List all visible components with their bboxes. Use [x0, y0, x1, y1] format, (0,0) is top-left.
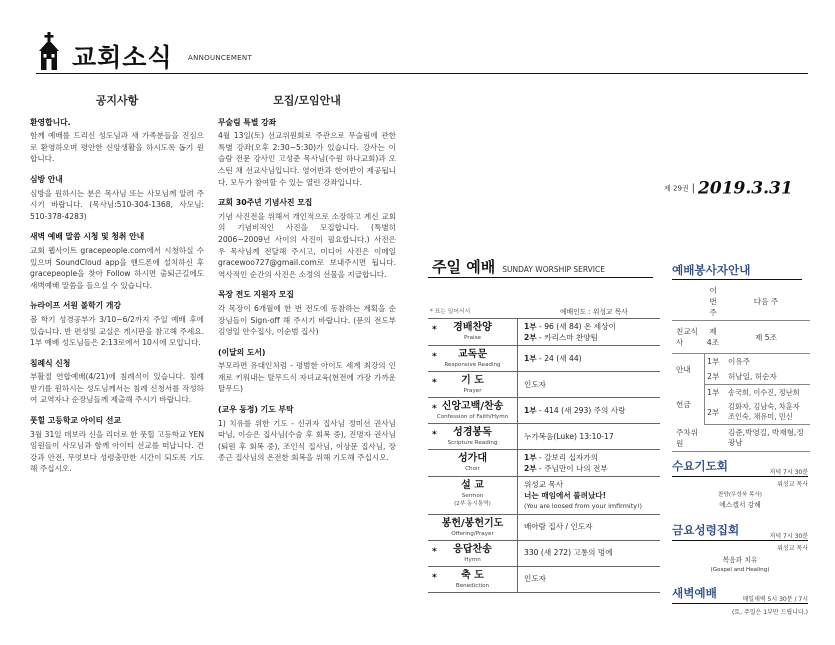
- meeting-heading: 무술림 특별 강좌: [218, 117, 277, 127]
- worship-detail-line: [524, 491, 660, 502]
- worship-item-en: Hymn: [464, 556, 481, 563]
- usher-names-2: 허남일, 허순자: [722, 369, 810, 385]
- worship-detail-line: [524, 333, 660, 344]
- meeting-heading: (교우 동정) 기도 부탁: [218, 405, 294, 415]
- worship-row: [428, 318, 660, 345]
- meeting-body: 1) 치유를 위한 기도 - 신귀자 집사님 정미선 권사님 따님, 이승은 집사님(수술 후 회복 중), 진명자 권사님(퇴원 후 회복 중), 조인식 집사님, 이상문 집사님, 장종근 집사님의 온전한 회복을 위해 기도해 주십시오.: [218, 418, 396, 463]
- announcement-heading: 심방 안내: [30, 174, 63, 184]
- standing-marker: *: [432, 325, 437, 335]
- date-value: 2019.3.31: [698, 178, 793, 199]
- wednesday-title: 수요기도회: [672, 459, 728, 473]
- worship-detail-line: [524, 432, 660, 443]
- worship-item-detail: [518, 372, 660, 397]
- worship-item-name: 경배찬양: [453, 322, 492, 333]
- worship-officiant: 예배인도 : 위성교 목사: [560, 308, 628, 316]
- worship-item-en: Benediction: [455, 582, 490, 589]
- worship-item: [428, 541, 518, 566]
- worship-row: [428, 514, 660, 540]
- worship-item-extra: (2부 동시통역): [454, 501, 491, 507]
- announcements-title: 공지사항: [95, 94, 139, 107]
- worship-item-en: Offering/Prayer: [451, 530, 494, 537]
- worship-item-detail: [518, 515, 660, 540]
- wednesday-content-2: 에스겔서 강해: [719, 501, 761, 509]
- meeting-heading: 교회 30주년 기념사진 모집: [218, 198, 313, 208]
- announcement-body: 볼 학기 성경공부가 3/10~6/2까지 주일 예배 후에 있습니다. 반 편성및 교실은 게시판을 참고해 주세요. 1부 예배 성도님들은 2:13로에서 10시에 모입니다.: [30, 314, 204, 348]
- bulletin-header: [36, 32, 796, 72]
- offering-part-1: 1부: [704, 385, 722, 401]
- worship-detail-text: - 414 (새 293) 주의 사랑: [536, 405, 626, 415]
- usher-names-1: 이유주: [728, 357, 751, 366]
- announcement-item: [30, 415, 204, 475]
- worship-item: [428, 567, 518, 592]
- offering-names-2: 김화자, 김남숙, 차훈자 조인숙, 채유미, 민신: [722, 400, 810, 425]
- standing-marker: *: [432, 378, 437, 388]
- worship-detail-text: - 24 (새 44): [536, 353, 582, 363]
- friday-content: [672, 555, 808, 575]
- meeting-body: 각 목장이 6개월에 한 번 전도에 동참하는 계획을 순장님들이 Sign-off 해 주시기 바랍니다. (문의 전도부 김영일 안수집사, 이순범 집사): [218, 303, 396, 337]
- worship-item-name: 설 교: [461, 480, 484, 491]
- offering-label: 헌금: [676, 400, 691, 409]
- wednesday-time: 저녁 7시 30분: [769, 469, 808, 476]
- worship-row: [428, 476, 660, 514]
- wednesday-speaker: 위성교 목사: [777, 481, 808, 488]
- worship-item-detail: [518, 346, 660, 371]
- announcement-heading: 환영합니다.: [30, 117, 71, 127]
- dawn-title: 새벽예배: [672, 586, 717, 600]
- announcement-item: [30, 300, 204, 348]
- volume-number: 제 29권: [664, 184, 689, 193]
- worship-detail-line: [524, 522, 660, 533]
- worship-item: [428, 398, 518, 423]
- friday-content-1: 복음과 치유: [722, 556, 758, 564]
- worship-item-detail: [518, 398, 660, 423]
- date-separator: |: [691, 183, 696, 194]
- worship-item-en: Scripture Reading: [447, 440, 498, 446]
- meeting-heading: (이달의 도서): [218, 347, 266, 357]
- worship-title-en: SUNDAY WORSHIP SERVICE: [502, 265, 605, 274]
- worship-item-name: 성가대: [458, 453, 487, 464]
- worship-item-detail: [518, 541, 660, 566]
- worship-item: [428, 450, 518, 476]
- meetings-column: [218, 95, 396, 473]
- usher-label: 안내: [676, 364, 691, 374]
- worship-header: [432, 256, 605, 277]
- friday-speaker: 위성교 목사: [777, 545, 808, 552]
- announcement-body: 함께 예배를 드리신 성도님과 새 가족분들을 진심으로 환영하오며 평안한 신앙생활을 하시도록 돕기 원합니다.: [30, 131, 204, 164]
- worship-item-detail: [518, 477, 660, 514]
- meeting-item: [218, 404, 396, 464]
- worship-detail-text: 330 (새 272) 고통의 멍에: [524, 548, 613, 558]
- worship-item-en: Sermon: [461, 493, 484, 499]
- worship-item: [428, 372, 518, 397]
- announcement-body: 교회 웹사이트 gracepeople.com에서 시청하실 수 있으며 SoundCloud app을 핸드폰에 설치하신 후 gracepeople을 찾아 Follow 하시면 출퇴근길에도 새벽예배 말씀을 들으실 수 있습니다.: [30, 245, 204, 290]
- col-this-week: 이번 주: [704, 283, 722, 321]
- standing-note: * 표는 일어서서: [430, 309, 471, 315]
- parking-row: [672, 425, 810, 452]
- worship-detail-line: [524, 480, 660, 491]
- worship-detail-line: [524, 464, 660, 475]
- servants-divider: [672, 279, 802, 280]
- worship-item-name: 축 도: [461, 569, 484, 581]
- worship-detail-text: 위성교 목사: [524, 480, 564, 489]
- worship-detail-line: [524, 574, 660, 585]
- greeting-label: 친교식사: [672, 321, 704, 354]
- usher-row-1: [672, 354, 810, 370]
- worship-detail-text: - 주님만이 나의 전부: [536, 463, 608, 473]
- worship-detail-text: 누가복음(Luke) 13:10-17: [524, 431, 614, 441]
- servants-table: [672, 283, 810, 452]
- standing-marker: *: [432, 352, 437, 362]
- page-subtitle: ANNOUNCEMENT: [188, 54, 253, 62]
- worship-order-table: [428, 318, 660, 593]
- worship-detail-text: 배아람 집사 / 인도자: [524, 522, 593, 532]
- worship-detail-line: [524, 354, 660, 365]
- worship-item-detail: [518, 450, 660, 476]
- worship-detail-line: [524, 380, 660, 391]
- church-icon: [36, 32, 62, 70]
- worship-item: [428, 346, 518, 371]
- worship-item-en: Choir: [465, 466, 480, 472]
- worship-item: [428, 319, 518, 345]
- worship-row: [428, 397, 660, 423]
- meeting-item: [218, 347, 396, 395]
- worship-item-en: Responsive Reading: [444, 362, 501, 368]
- offering-names-1: 송국희, 이수진, 정난희: [728, 387, 800, 397]
- worship-divider: [428, 277, 653, 278]
- worship-detail-bold: 2부: [524, 463, 537, 473]
- worship-detail-bold: 1부: [524, 322, 537, 331]
- meeting-item: [218, 117, 396, 189]
- usher-part-1: 1부: [704, 354, 722, 370]
- dawn-note: (토, 주일은 1부만 드립니다.): [732, 609, 808, 616]
- worship-detail-bold: 1부: [524, 453, 537, 462]
- worship-detail-line: [524, 406, 660, 417]
- bulletin-date: [664, 178, 793, 199]
- standing-marker: *: [432, 546, 437, 557]
- worship-detail-line: [524, 548, 660, 559]
- wednesday-content-1: 찬양(우성욱 목사): [718, 492, 762, 498]
- wednesday-content: [672, 490, 808, 510]
- worship-item-en: Praise: [464, 335, 481, 341]
- worship-detail-bold: 너는 매임에서 풀려났다!: [524, 490, 607, 500]
- worship-row: [428, 371, 660, 397]
- offering-row-1: [672, 385, 810, 401]
- announcement-item: [30, 231, 204, 291]
- announcement-body: 부활절 연합예배(4/21)에 침례식이 있습니다. 침례 받기를 원하시는 성도님께서는 침례 신청서를 작성하여 교역자나 순장님들께 제출해 주시기 바랍니다.: [30, 372, 204, 405]
- worship-item: [428, 515, 518, 540]
- wednesday-divider: [672, 476, 808, 477]
- page-title: 교회소식: [72, 43, 173, 72]
- announcement-item: [30, 358, 204, 406]
- servants-header-row: [672, 283, 810, 321]
- worship-detail-bold: 1부: [524, 353, 537, 363]
- col-next-week: 다음 주: [722, 283, 810, 321]
- worship-item: [428, 424, 518, 449]
- worship-item-name: 응답찬송: [453, 543, 492, 555]
- usher-part-2: 2부: [704, 369, 722, 385]
- worship-detail-bold: 1부: [524, 405, 537, 415]
- meeting-body: 기념 사진전을 위해서 개인적으로 소장하고 계신 교회의 기념비적인 사진을 모집합니다. (특별히 2006~2009년 사이의 사진이 필요합니다.) 사진은 우 목사님께 전달해 주시고, 미디어 사진은 이메일 gracewoo727@gmail.com로 보내주시면 됩니다. 역사적인 순간의 사진은 소정의 선물을 지급합니다.: [218, 211, 396, 279]
- worship-detail-sub: (You are loosed from your imfirmity!): [524, 502, 643, 510]
- worship-item-name: 교독문: [458, 349, 487, 360]
- announcement-body: 3월 31일 데보라 신을 리더로 한 풋힐 고등학교 YEN 임원들이 사모님과 함께 아이티 선교를 떠납니다. 건강과 안전, 무엇보다 성령충만한 시간이 되도록 기도해 주십시오.: [30, 429, 204, 474]
- announcement-heading: 풋힐 고등학교 아이티 선교: [30, 416, 121, 426]
- announcement-heading: 침례식 신청: [30, 358, 71, 368]
- worship-item-detail: [518, 424, 660, 449]
- worship-row: [428, 423, 660, 449]
- friday-divider: [672, 540, 808, 541]
- announcement-heading: 새벽 예배 말씀 시청 및 청취 안내: [30, 232, 145, 242]
- worship-row: [428, 566, 660, 593]
- worship-detail-text: - 카리스마 찬양팀: [536, 332, 598, 342]
- greeting-row: [672, 321, 810, 354]
- meeting-body: 4월 13일(토) 선교위원회로 주관으로 무슬림에 관한 특별 강좌(오후 2:30~5:30)가 있습니다. 강사는 이슬람 전문 강사인 고성준 목사님(수원 하나교회)과 오스틴 채 선교사님입니다. 영어반과 한어반이 제공됩니다. 모두가 참여할 수 있는 열린 강좌입니다.: [218, 131, 396, 187]
- worship-item-en: Prayer: [463, 388, 482, 394]
- worship-row: [428, 449, 660, 476]
- standing-marker: *: [432, 404, 437, 414]
- meeting-item: [218, 289, 396, 337]
- standing-marker: *: [432, 430, 437, 440]
- worship-title: 주일 예배: [432, 258, 496, 276]
- meeting-item: [218, 197, 396, 280]
- worship-detail-text: - 96 (새 84) 온 세상이: [536, 322, 616, 331]
- worship-detail-line: [524, 453, 660, 464]
- offering-part-2: 2부: [704, 400, 722, 425]
- worship-detail-text: 인도자: [524, 379, 547, 389]
- worship-item-name: 성경봉독: [453, 427, 492, 438]
- greeting-this: 제 4조: [704, 321, 722, 354]
- greeting-next: 제 5조: [722, 321, 810, 354]
- worship-item: [428, 477, 518, 514]
- announcement-heading: 뉴라이프 서원 볼학기 개강: [30, 301, 121, 311]
- worship-row: [428, 345, 660, 371]
- worship-detail-line: [524, 322, 660, 333]
- header-divider: [36, 73, 808, 74]
- worship-item-detail: [518, 567, 660, 592]
- worship-row: [428, 540, 660, 566]
- worship-detail-text: - 갈보리 십자가의: [536, 453, 598, 462]
- servants-title: 예배봉사자안내: [672, 263, 751, 277]
- meeting-body: 부모라면 유대인처럼 - 평범한 아이도 세계 최강의 인재로 키워내는 탈무드식 자녀교육(현전에 가장 가까운 탈무드): [218, 361, 396, 394]
- announcement-item: [30, 117, 204, 165]
- parking-label: 주차위원: [672, 425, 704, 452]
- announcements-column: [30, 95, 204, 484]
- worship-item-name: 기 도: [461, 375, 484, 386]
- friday-content-2: (Gospel and Healing): [710, 567, 770, 573]
- worship-detail-text: 인도자: [524, 574, 547, 584]
- worship-item-name: 신앙고백/찬송: [441, 401, 504, 412]
- worship-item-en: Confession of Faith/Hymn: [436, 414, 509, 420]
- dawn-divider: [672, 603, 808, 604]
- meetings-title: 모집/모임안내: [273, 94, 341, 107]
- meeting-heading: 목장 전도 지원자 모집: [218, 290, 294, 300]
- standing-marker: *: [432, 572, 437, 583]
- friday-time: 저녁 7시 30분: [769, 533, 808, 540]
- announcement-item: [30, 174, 204, 222]
- dawn-time: 매일새벽 5시 30분 / 7시: [742, 596, 808, 603]
- worship-item-name: 봉헌/봉헌기도: [441, 517, 504, 529]
- worship-detail-bold: 2부: [524, 332, 537, 342]
- announcement-body: 심방을 원하시는 분은 목사님 또는 사모님께 알려 주시기 바랍니다. (목사님:510-304-1368, 사모님: 510-378-4283): [30, 188, 204, 221]
- worship-item-detail: [518, 319, 660, 345]
- parking-names: 김준,박영길, 박재형,정광남: [704, 425, 810, 452]
- friday-title: 금요성령집회: [672, 523, 740, 537]
